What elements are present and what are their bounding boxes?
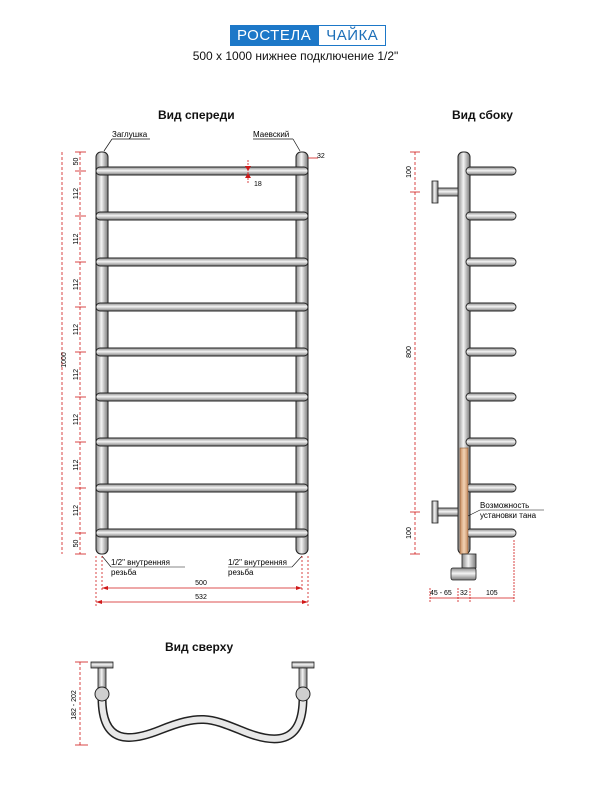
left-dim-label-8: 112 <box>73 459 80 471</box>
front-rung-1 <box>96 167 308 175</box>
brand-primary: РОСТЕЛА <box>230 25 318 46</box>
heater-note-line1: Возможность <box>480 501 530 510</box>
side-rung-2 <box>466 212 516 220</box>
thread-left-line2: резьба <box>111 568 137 577</box>
heater-connector <box>451 568 476 580</box>
wall-bracket-top <box>432 181 458 203</box>
left-dim-label-3: 112 <box>73 233 80 245</box>
side-view <box>406 152 544 602</box>
top-depth-dim: 182 - 202 <box>71 690 78 720</box>
left-dim-label-2: 112 <box>73 187 80 200</box>
width-axis-dim: 500 <box>195 580 207 587</box>
plug-label: Заглушка <box>112 130 148 139</box>
side-bottom-dim-a: 45 - 65 <box>430 590 452 597</box>
front-rung-6 <box>96 393 308 401</box>
side-rung-1 <box>466 167 516 175</box>
thread-right-line1: 1/2" внутренняя <box>228 558 287 567</box>
side-rung-7 <box>466 438 516 446</box>
side-bottom-dim-c: 105 <box>486 590 498 597</box>
front-view <box>61 130 325 606</box>
left-dim-label-4: 112 <box>73 278 80 291</box>
rung-diameter-dim: 18 <box>254 181 262 188</box>
side-rung-4 <box>466 303 516 311</box>
side-rung-8 <box>466 484 516 492</box>
side-view-title: Вид сбоку <box>452 108 513 122</box>
left-dim-ticks <box>75 152 86 554</box>
mayevsky-label: Маевский <box>253 130 290 139</box>
top-right-bracket <box>292 662 314 701</box>
side-rungs <box>466 167 516 537</box>
side-dim-top: 100 <box>406 166 413 178</box>
brand-secondary: ЧАЙКА <box>318 25 386 46</box>
side-dim-bottom: 100 <box>406 527 413 539</box>
front-rung-9 <box>96 529 308 537</box>
front-rung-4 <box>96 303 308 311</box>
front-rung-8 <box>96 484 308 492</box>
total-height-dim: 1000 <box>61 352 68 368</box>
front-rung-7 <box>96 438 308 446</box>
heating-element <box>460 448 468 554</box>
side-bottom-dim-b: 32 <box>460 590 468 597</box>
left-dim-label-9: 112 <box>73 504 80 517</box>
wall-bracket-bottom <box>432 501 458 523</box>
top-view <box>71 662 314 745</box>
left-dim-label-6: 112 <box>73 368 80 381</box>
front-rungs <box>96 167 308 537</box>
heater-note-line2: установки тана <box>480 511 537 520</box>
side-rung-5 <box>466 348 516 356</box>
left-dim-label-10: 50 <box>73 539 80 548</box>
front-rung-3 <box>96 258 308 266</box>
side-rung-9 <box>466 529 516 537</box>
left-dim-label-5: 112 <box>73 323 80 336</box>
front-rung-5 <box>96 348 308 356</box>
side-rung-6 <box>466 393 516 401</box>
pipe-diameter-dim: 32 <box>317 153 325 160</box>
top-left-bracket <box>91 662 113 701</box>
product-subtitle: 500 x 1000 нижнее подключение 1/2" <box>192 49 399 63</box>
side-rung-3 <box>466 258 516 266</box>
top-rail <box>102 698 303 739</box>
top-view-title: Вид сверху <box>165 640 234 654</box>
side-dim-mid: 800 <box>406 346 413 358</box>
thread-left-line1: 1/2" внутренняя <box>111 558 170 567</box>
thread-right-line2: резьба <box>228 568 254 577</box>
width-total-dim: 532 <box>195 594 207 601</box>
front-rung-2 <box>96 212 308 220</box>
left-dim-label-1: 50 <box>73 157 80 166</box>
left-dim-label-7: 112 <box>73 413 80 426</box>
front-view-title: Вид спереди <box>158 108 235 122</box>
heater-head <box>462 554 476 568</box>
